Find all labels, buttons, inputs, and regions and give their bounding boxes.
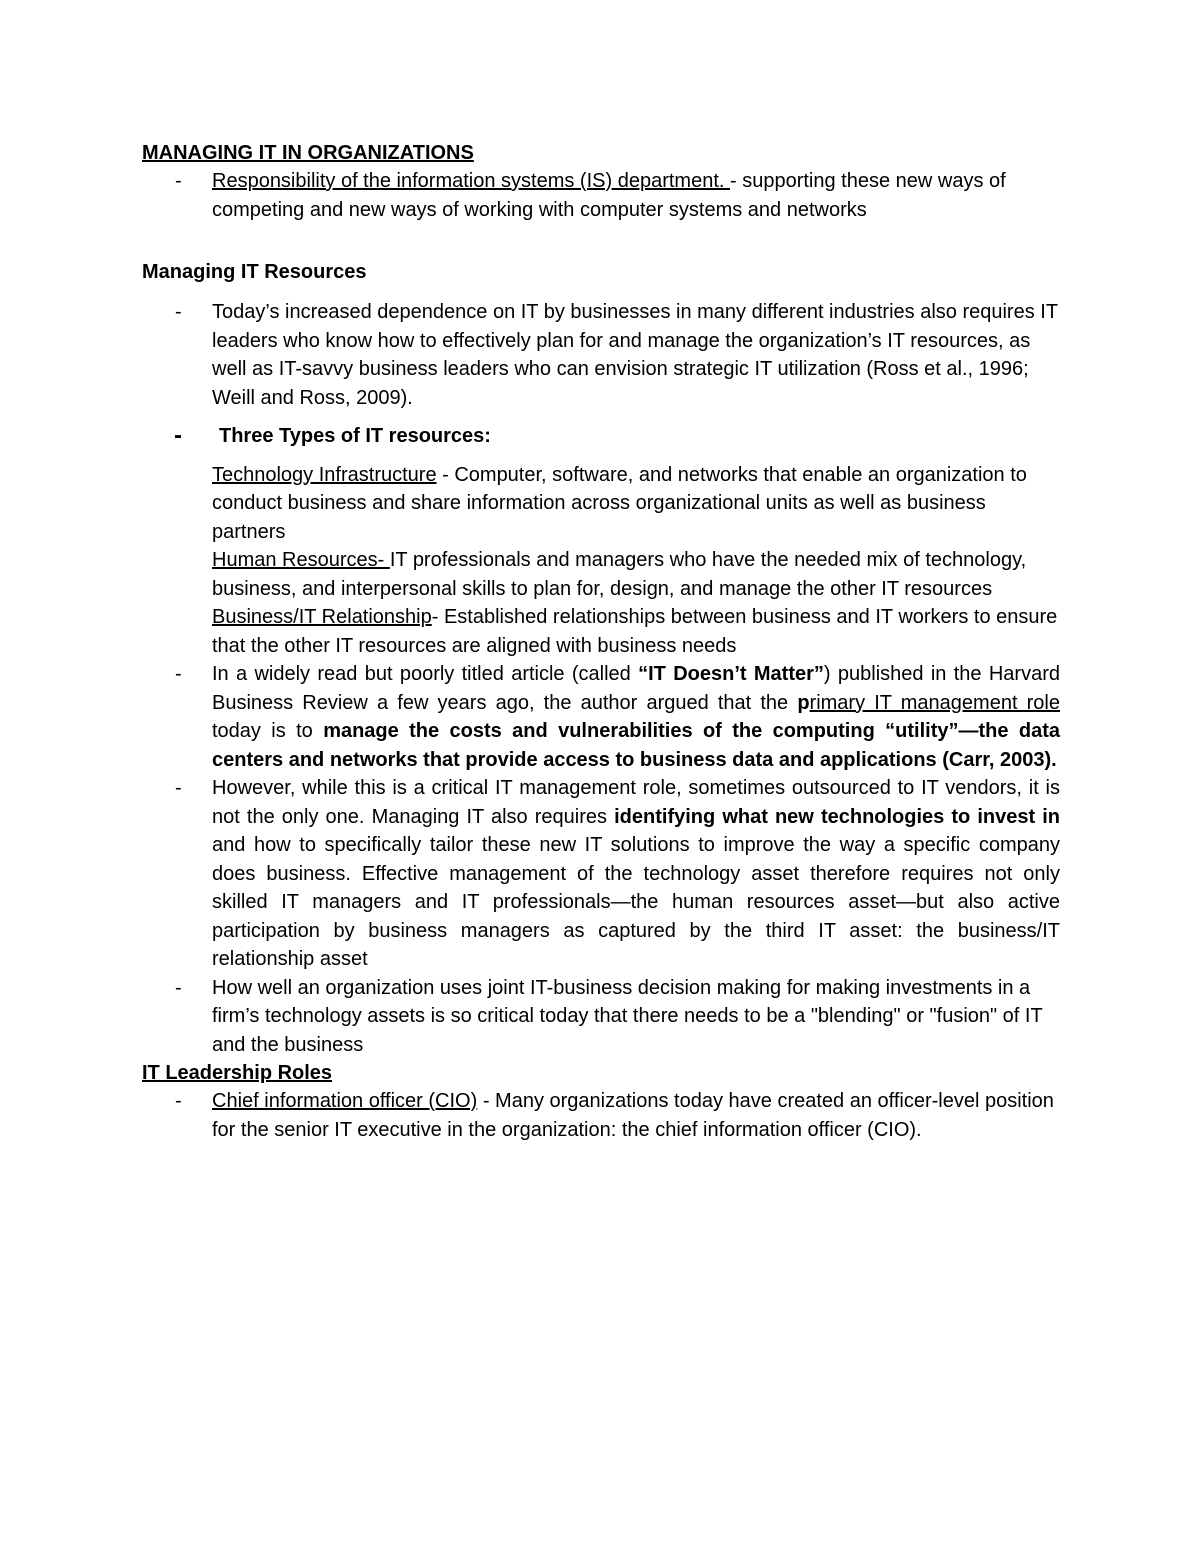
list-item-however bbox=[142, 774, 1060, 974]
text-segment: In a widely read but poorly titled article (called bbox=[212, 663, 639, 685]
list-item-blending bbox=[142, 974, 1060, 1060]
intro-underlined-term: Responsibility of the information systems (IS) department. bbox=[212, 170, 730, 192]
it-resource-type-relationship bbox=[142, 603, 1060, 660]
term-primary-it-management-role: rimary IT management role bbox=[809, 691, 1060, 714]
list-item-three-types bbox=[142, 422, 1060, 451]
bullet-dash: - bbox=[175, 976, 182, 999]
term-cio: Chief information officer (CIO) bbox=[212, 1090, 478, 1112]
bullet-dash: - bbox=[175, 1090, 182, 1112]
bullet-dash: - bbox=[175, 777, 182, 799]
paragraph-blending: How well an organization uses joint IT-business decision making for making investments in a firm’s technology assets is so critical today that there needs to be a "blending" or "fusion" of IT and the business bbox=[212, 976, 1043, 1056]
text-segment: ) published in the Harvard Business Review a few years ago, the author argued that the bbox=[212, 663, 1060, 714]
emphasis-manage-costs: manage the costs and vulnerabilities of the computing “utility”—the data centers and networks that provide access to business data and applications (Carr, 2003). bbox=[212, 720, 1060, 771]
definition-business-it-relationship: - Established relationships between business and IT workers to ensure that the other IT resources are aligned with business needs bbox=[212, 606, 1058, 657]
emphasis-identifying-technologies: identifying what new technologies to invest in bbox=[614, 805, 1061, 828]
three-types-heading: Three Types of IT resources: bbox=[219, 425, 491, 447]
definition-human-resources: IT professionals and managers who have the needed mix of technology, business, and interpersonal skills to plan for, design, and manage the other IT resources bbox=[212, 549, 1027, 600]
article-title: “IT Doesn’t Matter” bbox=[638, 663, 824, 685]
definition-technology-infrastructure: - Computer, software, and networks that enable an organization to conduct business and share information across organizational units as well as business partners bbox=[212, 463, 1027, 543]
list-item-intro bbox=[142, 167, 1060, 224]
bullet-dash: - bbox=[174, 422, 182, 449]
text-segment: p bbox=[797, 691, 810, 714]
section-heading-it-leadership-roles: IT Leadership Roles bbox=[142, 1062, 333, 1084]
text-segment: today is to bbox=[212, 720, 324, 742]
it-resource-type-human bbox=[142, 546, 1060, 603]
section-heading-managing-it-resources: Managing IT Resources bbox=[142, 261, 367, 283]
list-item-carr-article bbox=[142, 660, 1060, 774]
term-human-resources: Human Resources- bbox=[212, 549, 390, 571]
page-title: MANAGING IT IN ORGANIZATIONS bbox=[142, 142, 474, 164]
bullet-dash: - bbox=[175, 170, 182, 192]
definition-cio: - Many organizations today have created an officer-level position for the senior IT executive in the organization: the chief information officer (CIO). bbox=[212, 1090, 1054, 1141]
text-segment: However, while this is a critical IT management role, sometimes outsourced to IT vendors, it is not the only one. Managing IT also requires bbox=[212, 777, 1060, 828]
it-resource-type-technology bbox=[142, 461, 1060, 547]
list-item-cio bbox=[142, 1087, 1060, 1144]
term-business-it-relationship: Business/IT Relationship bbox=[212, 606, 432, 628]
bullet-dash: - bbox=[175, 663, 182, 685]
intro-text: - supporting these new ways of competing and new ways of working with computer systems and networks bbox=[212, 170, 1006, 221]
document-page bbox=[142, 139, 1060, 1144]
bullet-dash: - bbox=[175, 301, 182, 323]
paragraph-dependence: Today’s increased dependence on IT by businesses in many different industries also requires IT leaders who know how to effectively plan for and manage the organization’s IT resources, as well as IT-savvy business leaders who can envision strategic IT utilization (Ross et al., 1996; Weill and Ross, 2009). bbox=[212, 301, 1058, 409]
term-technology-infrastructure: Technology Infrastructure bbox=[212, 463, 437, 486]
text-segment: and how to specifically tailor these new IT solutions to improve the way a specific company does business. Effective management of the technology asset therefore requires not only skilled IT managers and IT professionals—the human resources asset—but also active participation by business managers as captured by the third IT asset: the business/IT relationship asset bbox=[212, 834, 1060, 970]
list-item-dependence bbox=[142, 298, 1060, 412]
